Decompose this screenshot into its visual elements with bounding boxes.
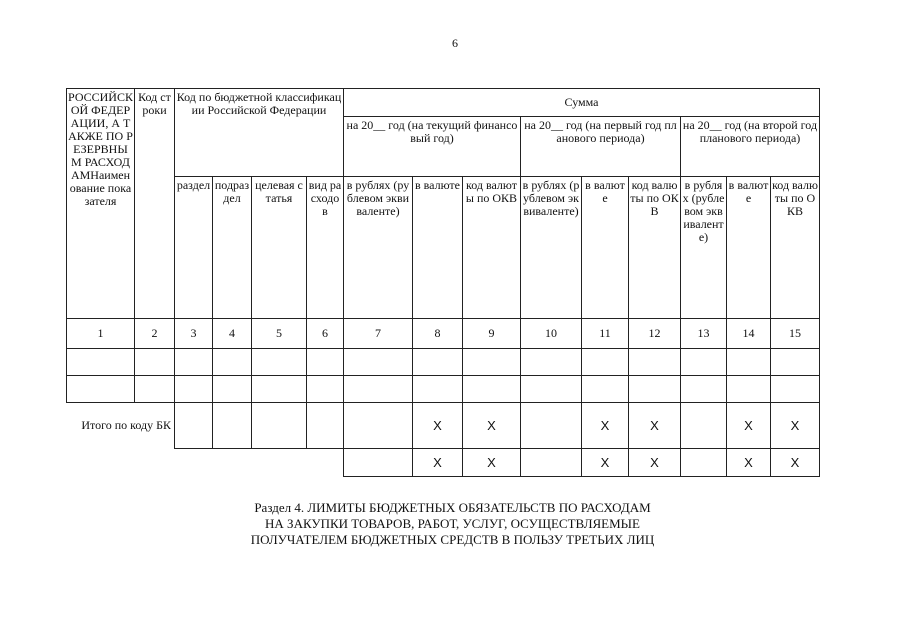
x-mark: X <box>727 403 771 449</box>
table-cell <box>252 403 307 449</box>
column-number: 8 <box>413 319 463 349</box>
header-sum-group: Сумма <box>344 89 820 117</box>
header-target-item: целевая статья <box>252 177 307 319</box>
header-subsection: подраздел <box>213 177 252 319</box>
table-cell <box>521 449 582 477</box>
column-number: 6 <box>307 319 344 349</box>
table-cell <box>307 403 344 449</box>
table-cell <box>629 376 681 403</box>
header-rub-first: в рублях (рублевом эквиваленте) <box>521 177 582 319</box>
header-rub-second: в рублях (рублевом эквиваленте) <box>681 177 727 319</box>
header-second-plan-year: на 20__ год (на второй год планового периода) <box>681 117 820 177</box>
table-cell <box>413 349 463 376</box>
section-title-line: ПОЛУЧАТЕЛЕМ БЮДЖЕТНЫХ СРЕДСТВ В ПОЛЬЗУ ТРЕТЬИХ ЛИЦ <box>250 532 655 547</box>
table-cell <box>521 376 582 403</box>
total-row <box>67 403 820 449</box>
empty-cell <box>135 449 175 477</box>
table-cell <box>521 349 582 376</box>
empty-cell <box>175 449 213 477</box>
column-number: 9 <box>463 319 521 349</box>
table-cell <box>344 376 413 403</box>
column-number: 12 <box>629 319 681 349</box>
section-title-line: НА ЗАКУПКИ ТОВАРОВ, РАБОТ, УСЛУГ, ОСУЩЕСТВЛЯЕМЫЕ <box>265 516 640 531</box>
x-mark: X <box>582 449 629 477</box>
table-cell <box>175 403 213 449</box>
table-cell <box>67 349 135 376</box>
column-number: 1 <box>67 319 135 349</box>
table-cell <box>252 349 307 376</box>
final-row <box>67 449 820 477</box>
column-number: 2 <box>135 319 175 349</box>
x-mark: X <box>463 449 521 477</box>
x-mark: X <box>727 449 771 477</box>
table-cell <box>681 449 727 477</box>
table-cell <box>413 376 463 403</box>
table-cell <box>135 376 175 403</box>
section-title-line: Раздел 4. ЛИМИТЫ БЮДЖЕТНЫХ ОБЯЗАТЕЛЬСТВ ПО РАСХОДАМ <box>254 500 651 515</box>
table-cell <box>463 349 521 376</box>
header-current-year: на 20__ год (на текущий финансовый год) <box>344 117 521 177</box>
column-number: 3 <box>175 319 213 349</box>
table-cell <box>307 376 344 403</box>
x-mark: X <box>463 403 521 449</box>
column-number: 10 <box>521 319 582 349</box>
x-mark: X <box>582 403 629 449</box>
table-cell <box>727 349 771 376</box>
table-row <box>67 376 820 403</box>
header-bk-code-group: Код по бюджетной классификации Российской Федерации <box>175 89 344 177</box>
column-number: 5 <box>252 319 307 349</box>
empty-cell <box>307 449 344 477</box>
table-cell <box>521 403 582 449</box>
header-expense-type: вид расходов <box>307 177 344 319</box>
section-title <box>150 500 755 548</box>
table-cell <box>67 376 135 403</box>
table-row <box>67 349 820 376</box>
table-cell <box>344 449 413 477</box>
header-currency-first: в валюте <box>582 177 629 319</box>
total-label: Итого по коду БК <box>81 418 171 433</box>
header-okv-current: код валюты по ОКВ <box>463 177 521 319</box>
table-cell <box>344 403 413 449</box>
header-section: раздел <box>175 177 213 319</box>
column-number: 4 <box>213 319 252 349</box>
x-mark: X <box>629 403 681 449</box>
table-cell <box>582 349 629 376</box>
header-rub-current: в рублях (рублевом эквиваленте) <box>344 177 413 319</box>
header-okv-first: код валюты по ОКВ <box>629 177 681 319</box>
header-line-code: Код строки <box>135 89 175 319</box>
table-cell <box>135 349 175 376</box>
x-mark: X <box>413 449 463 477</box>
column-number: 11 <box>582 319 629 349</box>
x-mark: X <box>413 403 463 449</box>
header-okv-second: код валюты по ОКВ <box>771 177 820 319</box>
budget-limits-table <box>66 88 820 477</box>
column-number: 7 <box>344 319 413 349</box>
x-mark: X <box>771 449 820 477</box>
column-number: 15 <box>771 319 820 349</box>
header-first-plan-year: на 20__ год (на первый год планового периода) <box>521 117 681 177</box>
table-cell <box>307 349 344 376</box>
empty-cell <box>252 449 307 477</box>
column-number-row <box>67 319 820 349</box>
table-cell <box>681 376 727 403</box>
page-number: 6 <box>452 36 458 50</box>
table-cell <box>681 349 727 376</box>
header-currency-second: в валюте <box>727 177 771 319</box>
empty-cell <box>67 449 135 477</box>
table-cell <box>771 349 820 376</box>
table-cell <box>582 376 629 403</box>
table-cell <box>175 376 213 403</box>
table-cell <box>771 376 820 403</box>
table-cell <box>727 376 771 403</box>
table-cell <box>213 403 252 449</box>
column-number: 13 <box>681 319 727 349</box>
table-cell <box>629 349 681 376</box>
column-number: 14 <box>727 319 771 349</box>
x-mark: X <box>771 403 820 449</box>
x-mark: X <box>629 449 681 477</box>
empty-cell <box>213 449 252 477</box>
table-cell <box>213 349 252 376</box>
table-cell <box>344 349 413 376</box>
table-cell <box>252 376 307 403</box>
table-cell <box>463 376 521 403</box>
table-cell <box>681 403 727 449</box>
table-cell <box>175 349 213 376</box>
header-indicator: РОССИЙСКОЙ ФЕДЕРАЦИИ, А ТАКЖЕ ПО РЕЗЕРВНЫМ РАСХОДАМНаименование показателя <box>67 89 135 319</box>
table-cell <box>213 376 252 403</box>
header-currency-current: в валюте <box>413 177 463 319</box>
